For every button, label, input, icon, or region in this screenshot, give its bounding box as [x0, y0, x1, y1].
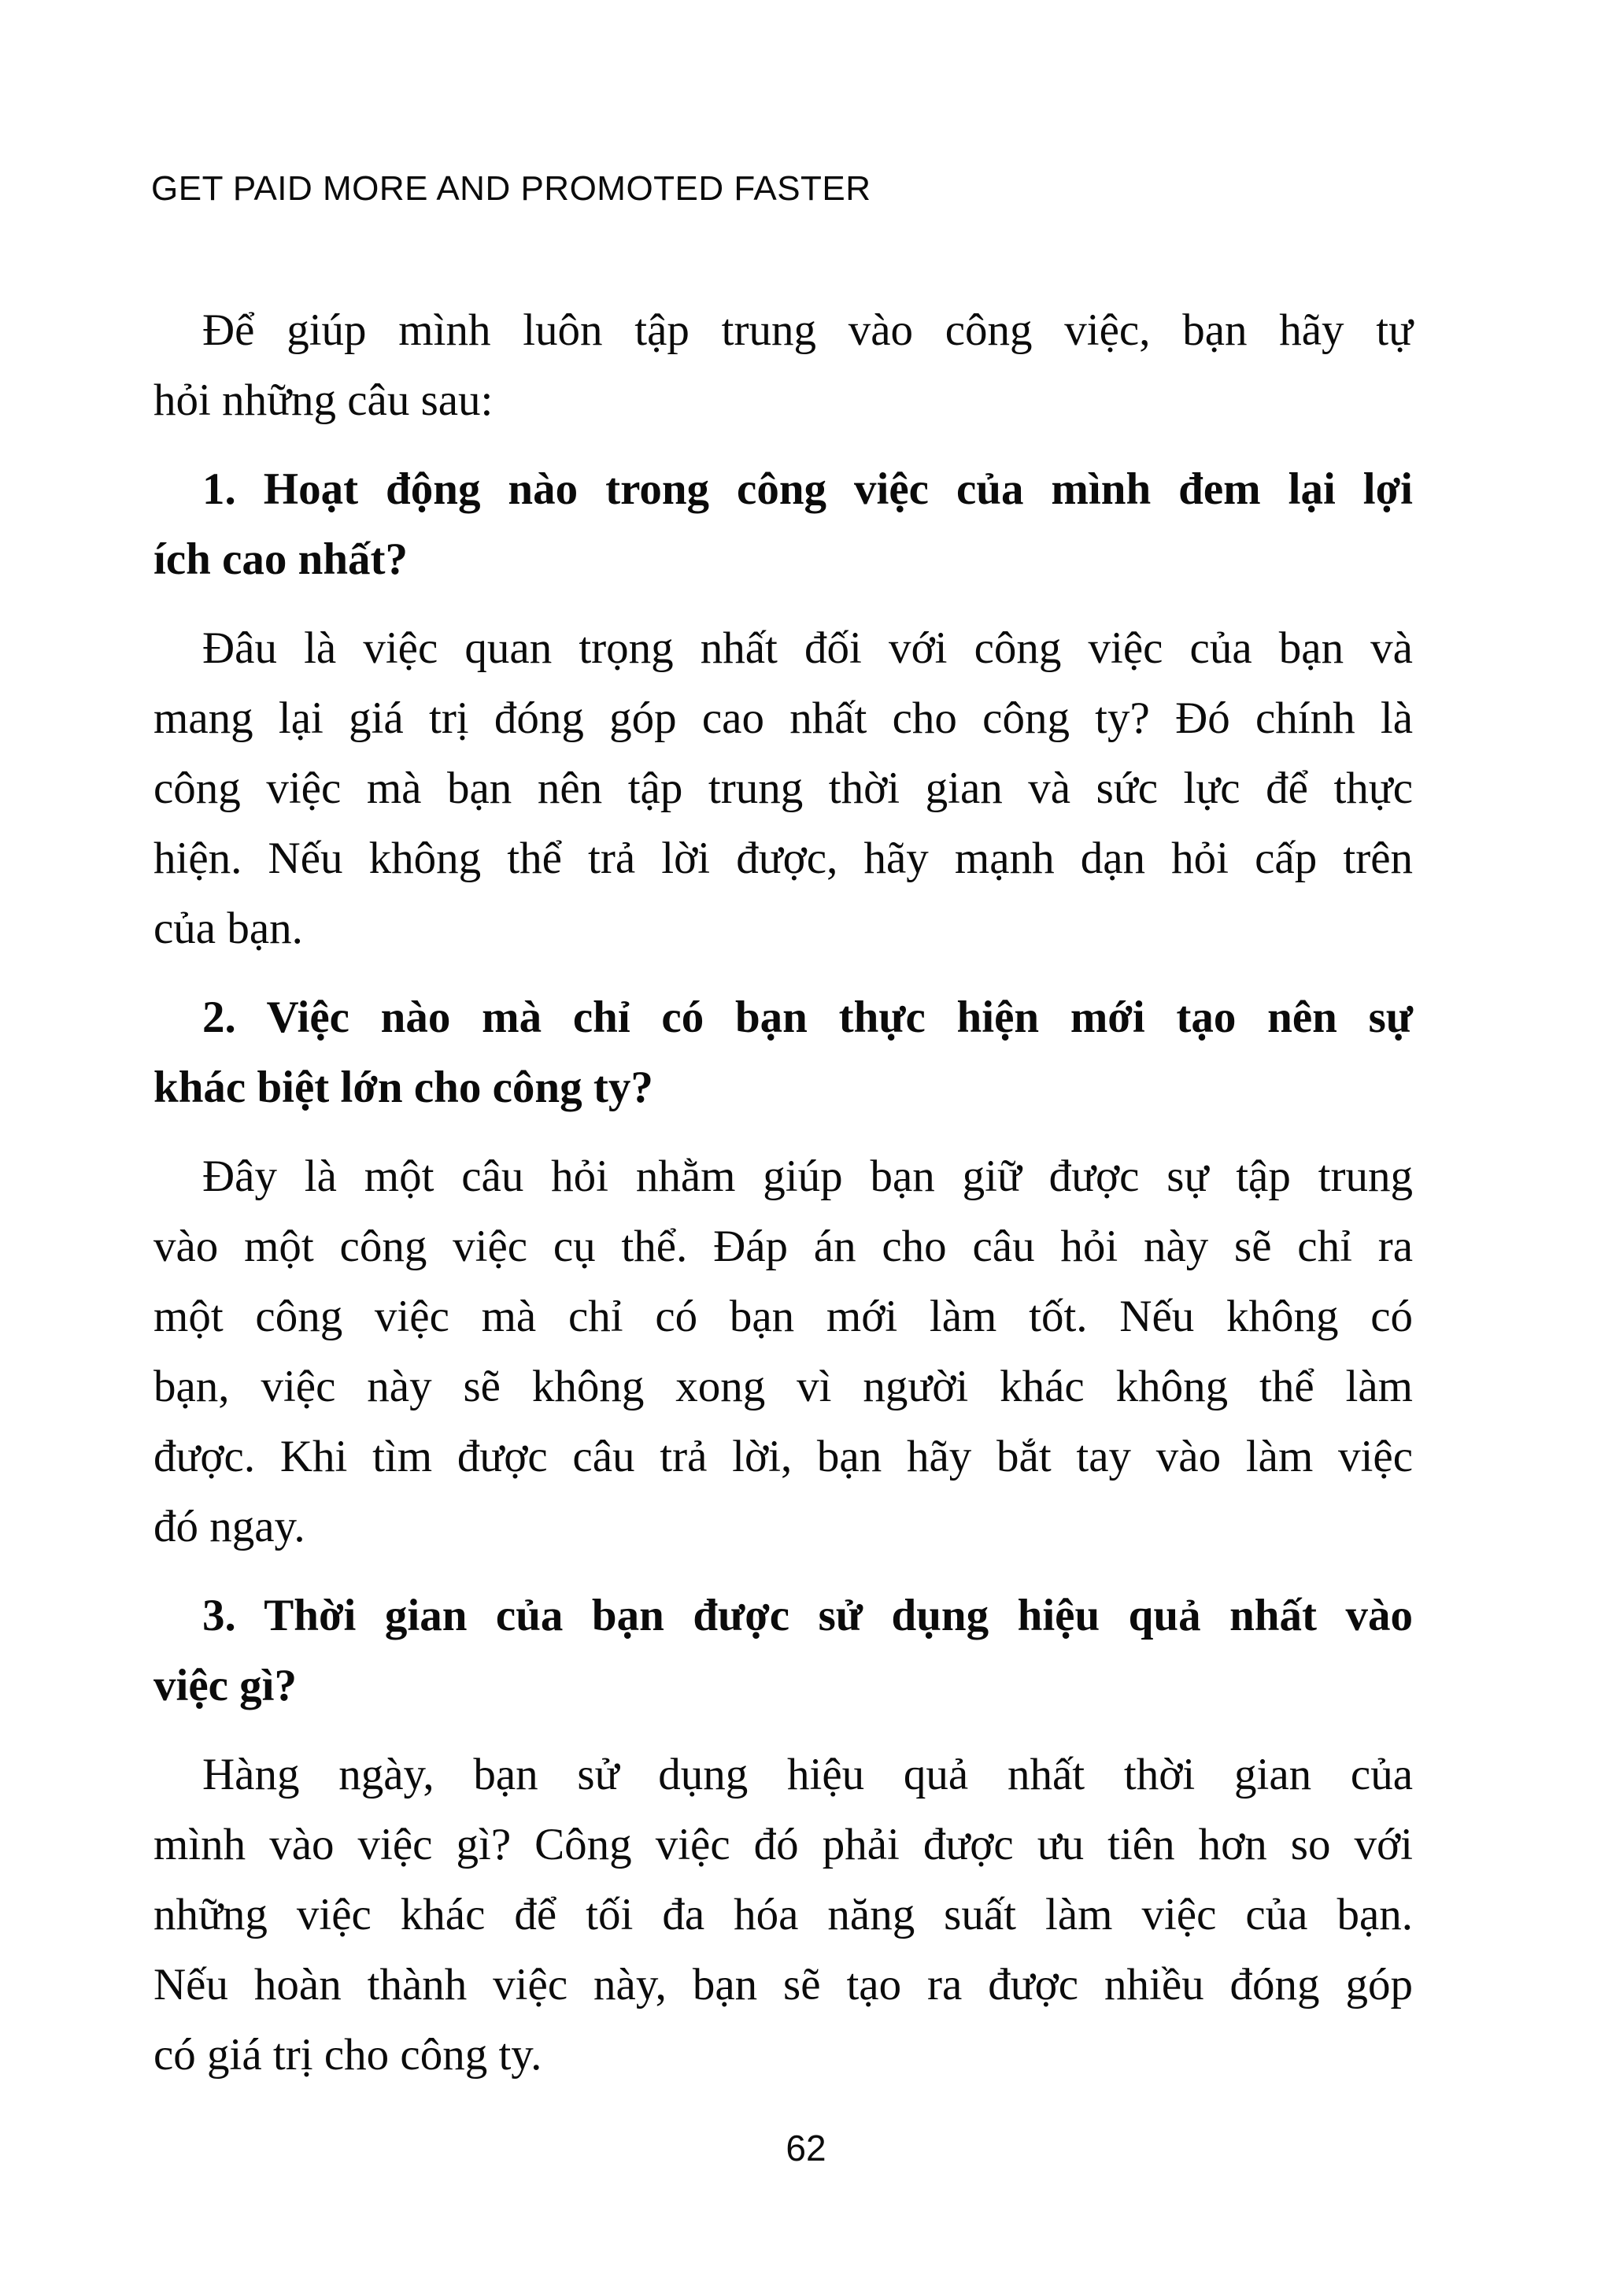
question-3-heading: [153, 1581, 1413, 1721]
body-line: mang lại giá trị đóng góp cao nhất cho công ty? Đó chính là: [153, 693, 1413, 743]
question-1-heading: [153, 454, 1413, 594]
body-line: đó ngay.: [153, 1502, 305, 1551]
heading-line: khác biệt lớn cho công ty?: [153, 1063, 653, 1112]
body-line: hỏi những câu sau:: [153, 375, 494, 425]
question-2-heading: [153, 982, 1413, 1122]
body-line: có giá trị cho công ty.: [153, 2030, 542, 2080]
body-line: một công việc mà chỉ có bạn mới làm tốt. Nếu không có: [153, 1292, 1413, 1341]
body-line: bạn, việc này sẽ không xong vì người khác không thể làm: [153, 1362, 1413, 1411]
intro-paragraph: [153, 295, 1413, 435]
body-line: của bạn.: [153, 904, 303, 953]
body-line: công việc mà bạn nên tập trung thời gian và sức lực để thực: [153, 763, 1413, 813]
heading-line: 3. Thời gian của bạn được sử dụng hiệu quả nhất vào: [202, 1591, 1413, 1640]
question-3-paragraph: [153, 1740, 1413, 2090]
page-number: 62: [786, 2128, 826, 2168]
body-line: Hàng ngày, bạn sử dụng hiệu quả nhất thời gian của: [202, 1750, 1413, 1799]
body-line: được. Khi tìm được câu trả lời, bạn hãy bắt tay vào làm việc: [153, 1432, 1413, 1481]
heading-line: việc gì?: [153, 1661, 298, 1710]
body-line: vào một công việc cụ thể. Đáp án cho câu hỏi này sẽ chỉ ra: [153, 1222, 1413, 1271]
question-2-paragraph: [153, 1141, 1413, 1562]
body-line: hiện. Nếu không thể trả lời được, hãy mạnh dạn hỏi cấp trên: [153, 834, 1413, 883]
running-header: GET PAID MORE AND PROMOTED FASTER: [151, 169, 871, 208]
body-line: những việc khác để tối đa hóa năng suất làm việc của bạn.: [153, 1890, 1413, 1939]
heading-line: 2. Việc nào mà chỉ có bạn thực hiện mới tạo nên sự: [202, 993, 1413, 1042]
body-line: mình vào việc gì? Công việc đó phải được ưu tiên hơn so với: [153, 1820, 1413, 1869]
body-line: Nếu hoàn thành việc này, bạn sẽ tạo ra được nhiều đóng góp: [153, 1960, 1413, 2009]
heading-line: 1. Hoạt động nào trong công việc của mình đem lại lợi: [202, 464, 1413, 514]
heading-line: ích cao nhất?: [153, 534, 409, 584]
question-1-paragraph: [153, 613, 1413, 963]
body-line: Đâu là việc quan trọng nhất đối với công việc của bạn và: [202, 623, 1413, 673]
page-body-text: [153, 295, 1413, 2090]
body-line: Đây là một câu hỏi nhằm giúp bạn giữ được sự tập trung: [202, 1152, 1413, 1201]
body-line: Để giúp mình luôn tập trung vào công việc, bạn hãy tự: [202, 305, 1413, 355]
